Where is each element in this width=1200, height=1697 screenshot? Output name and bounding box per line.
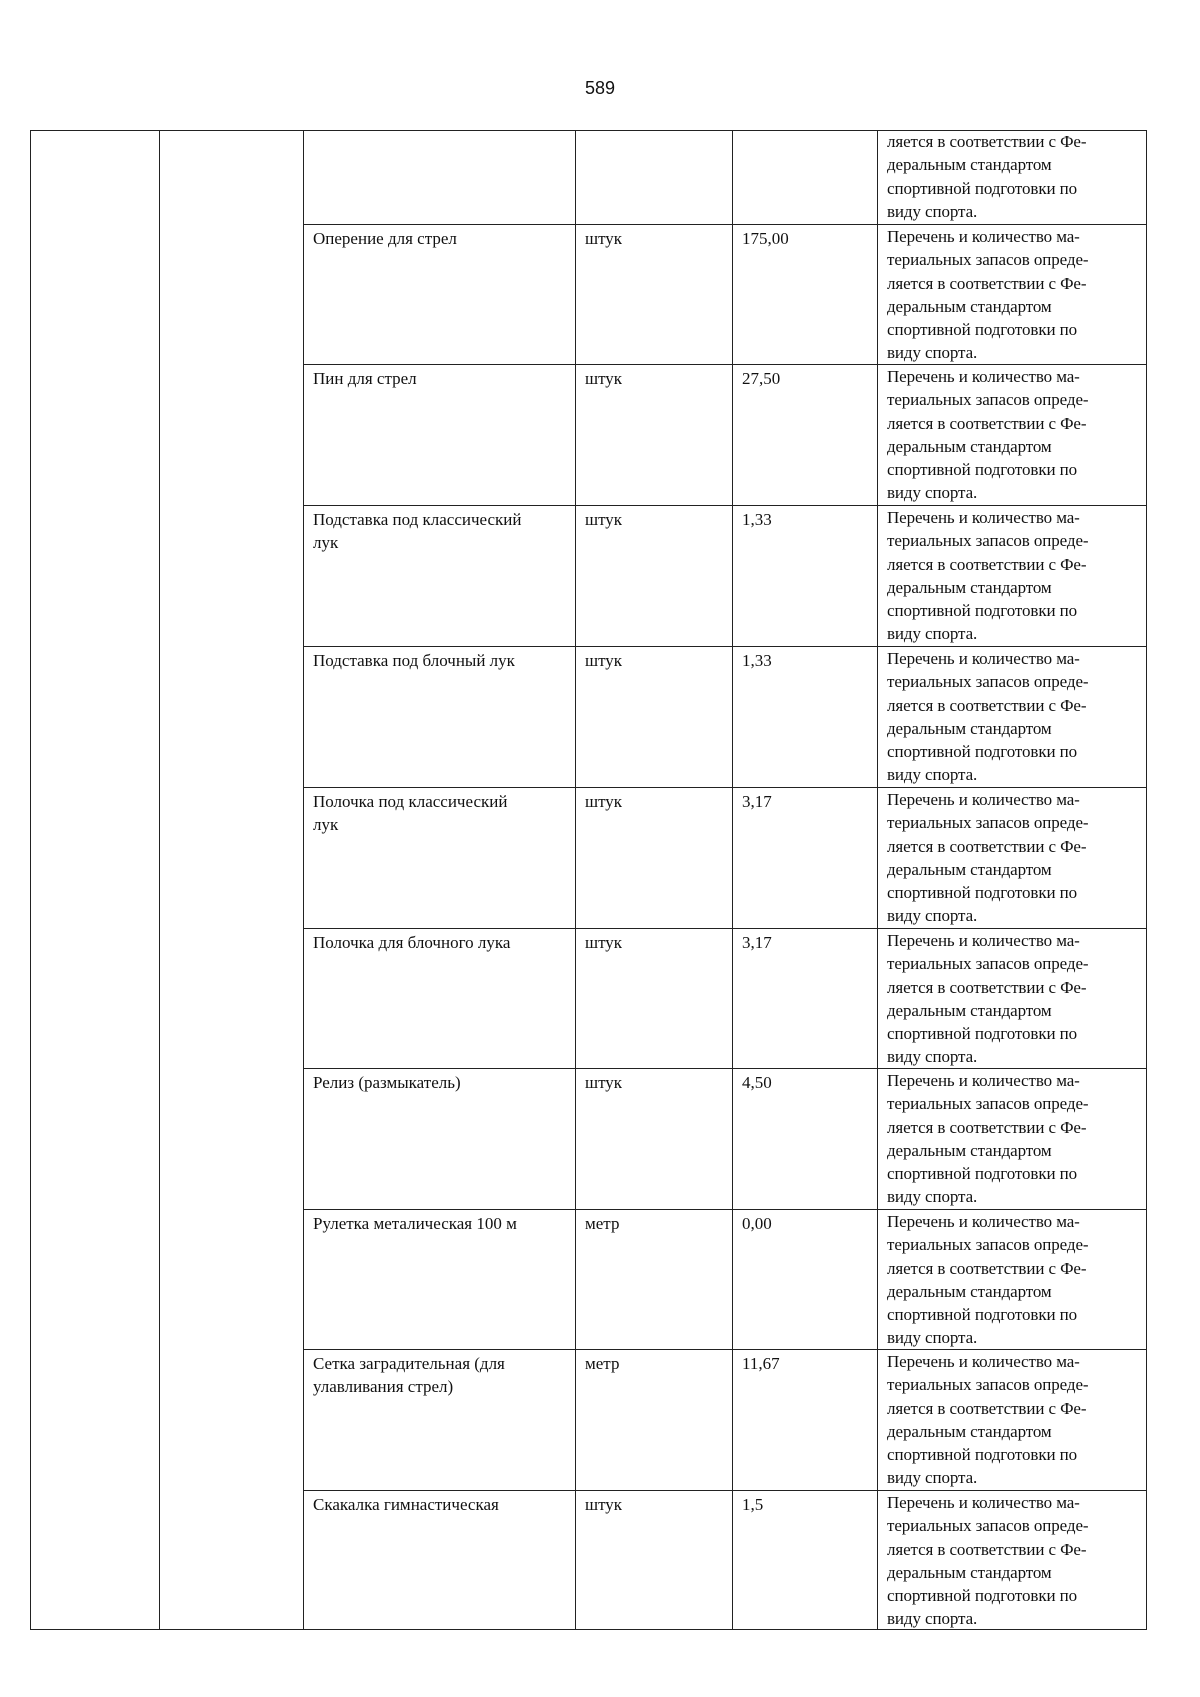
name-cell: Подставка под блочный лук [313, 651, 515, 670]
note-cell: Перечень и количество ма- териальных запасов опреде- ляется в соответствии с Фе- деральным стандартом спортивной подготовки по виду спорта. [887, 227, 1089, 363]
name-cell: Оперение для стрел [313, 229, 457, 248]
unit-cell: метр [585, 1354, 620, 1373]
name-cell: Полочка под классический лук [313, 792, 508, 835]
materials-table [30, 130, 1147, 1630]
name-cell: Скакалка гимнастическая [313, 1495, 499, 1514]
unit-cell: штук [585, 1495, 623, 1514]
column-rule [877, 130, 878, 1630]
page-number: 589 [584, 78, 616, 98]
name-cell: Подставка под классический лук [313, 510, 522, 553]
qty-cell: 1,33 [742, 651, 772, 670]
name-cell: Сетка заградительная (для улавливания стрел) [313, 1354, 505, 1397]
qty-cell: 1,5 [742, 1495, 764, 1514]
note-cell: Перечень и количество ма- териальных запасов опреде- ляется в соответствии с Фе- деральным стандартом спортивной подготовки по виду спорта. [887, 1212, 1089, 1348]
unit-cell: штук [585, 1073, 623, 1092]
column-rule [732, 130, 733, 1630]
note-cell: Перечень и количество ма- териальных запасов опреде- ляется в соответствии с Фе- деральным стандартом спортивной подготовки по виду спорта. [887, 508, 1089, 644]
qty-cell: 0,00 [742, 1214, 772, 1233]
name-cell: Пин для стрел [313, 369, 417, 388]
qty-cell: 27,50 [742, 369, 781, 388]
qty-cell: 3,17 [742, 933, 772, 952]
name-cell: Релиз (размыкатель) [313, 1073, 461, 1092]
note-cell: Перечень и количество ма- териальных запасов опреде- ляется в соответствии с Фе- деральным стандартом спортивной подготовки по виду спорта. [887, 1493, 1089, 1629]
note-cell: ляется в соответствии с Фе- деральным стандартом спортивной подготовки по виду спорта. [887, 132, 1087, 221]
name-cell: Рулетка металическая 100 м [313, 1214, 517, 1233]
unit-cell: метр [585, 1214, 620, 1233]
column-rule [303, 130, 304, 1630]
note-cell: Перечень и количество ма- териальных запасов опреде- ляется в соответствии с Фе- деральным стандартом спортивной подготовки по виду спорта. [887, 367, 1089, 503]
unit-cell: штук [585, 510, 623, 529]
column-rule [159, 130, 160, 1630]
qty-cell: 1,33 [742, 510, 772, 529]
note-cell: Перечень и количество ма- териальных запасов опреде- ляется в соответствии с Фе- деральным стандартом спортивной подготовки по виду спорта. [887, 1352, 1089, 1488]
note-cell: Перечень и количество ма- териальных запасов опреде- ляется в соответствии с Фе- деральным стандартом спортивной подготовки по виду спорта. [887, 1071, 1089, 1207]
unit-cell: штук [585, 651, 623, 670]
unit-cell: штук [585, 229, 623, 248]
note-cell: Перечень и количество ма- териальных запасов опреде- ляется в соответствии с Фе- деральным стандартом спортивной подготовки по виду спорта. [887, 790, 1089, 926]
qty-cell: 175,00 [742, 229, 789, 248]
column-rule [575, 130, 576, 1630]
qty-cell: 3,17 [742, 792, 772, 811]
note-cell: Перечень и количество ма- териальных запасов опреде- ляется в соответствии с Фе- деральным стандартом спортивной подготовки по виду спорта. [887, 649, 1089, 785]
qty-cell: 4,50 [742, 1073, 772, 1092]
unit-cell: штук [585, 933, 623, 952]
qty-cell: 11,67 [742, 1354, 780, 1373]
unit-cell: штук [585, 792, 623, 811]
note-cell: Перечень и количество ма- териальных запасов опреде- ляется в соответствии с Фе- деральным стандартом спортивной подготовки по виду спорта. [887, 931, 1089, 1067]
name-cell: Полочка для блочного лука [313, 933, 511, 952]
unit-cell: штук [585, 369, 623, 388]
